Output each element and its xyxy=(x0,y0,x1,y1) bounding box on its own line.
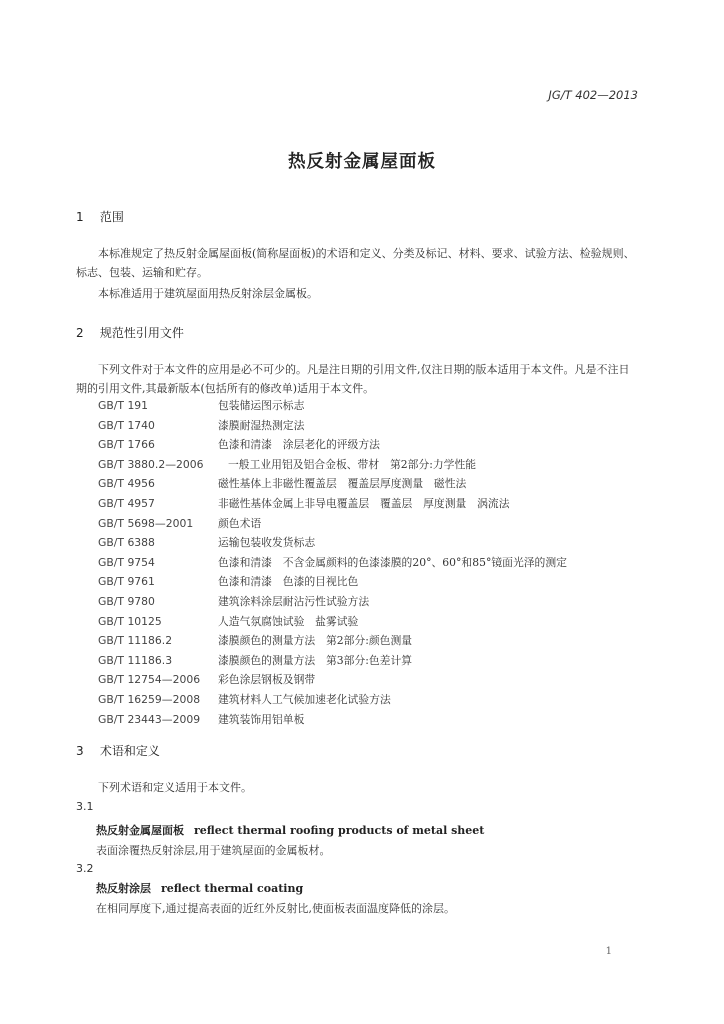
reference-title: 色漆和清漆 涂层老化的评级方法 xyxy=(218,438,380,452)
reference-code: GB/T 1766 xyxy=(98,438,155,452)
term-heading xyxy=(96,880,303,896)
section-title: 范围 xyxy=(99,210,124,224)
section-heading-normative xyxy=(76,324,184,341)
reference-code: GB/T 6388 xyxy=(98,536,155,550)
term-definition: 在相同厚度下,通过提高表面的近红外反射比,使面板表面温度降低的涂层。 xyxy=(96,902,455,915)
section-number: 3 xyxy=(76,744,84,758)
reference-code: GB/T 3880.2—2006 xyxy=(98,457,204,471)
document-title: 热反射金属屋面板 xyxy=(288,152,436,172)
reference-item xyxy=(98,535,567,555)
reference-code: GB/T 11186.2 xyxy=(98,634,173,648)
term-definition: 表面涂覆热反射涂层,用于建筑屋面的金属板材。 xyxy=(96,844,331,857)
reference-item xyxy=(98,476,567,496)
reference-title: 一般工业用铝及铝合金板、带材 第2部分:力学性能 xyxy=(228,457,477,471)
section-title: 术语和定义 xyxy=(99,744,160,758)
reference-code: GB/T 9754 xyxy=(98,555,155,569)
reference-code: GB/T 5698—2001 xyxy=(98,516,194,530)
reference-item xyxy=(98,437,567,457)
section-heading-scope xyxy=(76,208,124,225)
page-number: 1 xyxy=(605,946,612,957)
reference-title: 建筑装饰用铝单板 xyxy=(218,712,305,726)
reference-code: GB/T 11186.3 xyxy=(98,653,173,667)
reference-item xyxy=(98,614,567,634)
reference-item xyxy=(98,672,567,692)
reference-item xyxy=(98,555,567,575)
reference-item xyxy=(98,398,567,418)
reference-title: 漆膜耐湿热测定法 xyxy=(218,418,305,432)
reference-code: GB/T 9780 xyxy=(98,594,155,608)
reference-title: 漆膜颜色的测量方法 第2部分:颜色测量 xyxy=(218,634,413,648)
reference-title: 非磁性基体金属上非导电覆盖层 覆盖层 厚度测量 涡流法 xyxy=(218,496,510,510)
reference-code: GB/T 4956 xyxy=(98,477,155,491)
reference-item xyxy=(98,516,567,536)
reference-title: 建筑涂料涂层耐沾污性试验方法 xyxy=(218,594,370,608)
term-name-zh: 热反射金属屋面板 xyxy=(96,824,184,837)
reference-title: 颜色术语 xyxy=(218,516,262,530)
terms-intro: 下列术语和定义适用于本文件。 xyxy=(98,781,252,794)
reference-item xyxy=(98,692,567,712)
term-name-en: reflect thermal roofing products of metal sheet xyxy=(194,824,485,837)
normative-intro: 下列文件对于本文件的应用是必不可少的。凡是注日期的引用文件,仅注日期的版本适用于本文件。凡是不注日期的引用文件,其最新版本(包括所有的修改单)适用于本文件。 xyxy=(76,363,630,395)
reference-item xyxy=(98,712,567,732)
reference-item xyxy=(98,633,567,653)
reference-title: 彩色涂层钢板及钢带 xyxy=(218,673,316,687)
reference-code: GB/T 23443—2009 xyxy=(98,712,201,726)
scope-paragraph-2: 本标准适用于建筑屋面用热反射涂层金属板。 xyxy=(98,287,318,300)
reference-title: 色漆和清漆 色漆的目视比色 xyxy=(218,575,359,589)
reference-code: GB/T 10125 xyxy=(98,614,162,628)
reference-code: GB/T 1740 xyxy=(98,418,155,432)
document-code: JG/T 402—2013 xyxy=(548,88,638,102)
section-heading-terms xyxy=(76,742,160,759)
term-number: 3.2 xyxy=(76,862,94,875)
term-number: 3.1 xyxy=(76,800,94,813)
reference-list xyxy=(98,398,567,731)
term-name-zh: 热反射涂层 xyxy=(96,882,151,895)
reference-code: GB/T 4957 xyxy=(98,496,155,510)
section-number: 2 xyxy=(76,326,84,340)
term-heading xyxy=(96,822,484,838)
reference-item xyxy=(98,594,567,614)
section-title: 规范性引用文件 xyxy=(99,326,184,340)
reference-item xyxy=(98,574,567,594)
reference-code: GB/T 16259—2008 xyxy=(98,692,201,706)
scope-paragraph-1: 本标准规定了热反射金属屋面板(简称屋面板)的术语和定义、分类及标记、材料、要求、试验方法、检验规则、标志、包装、运输和贮存。 xyxy=(76,247,635,279)
reference-title: 人造气氛腐蚀试验 盐雾试验 xyxy=(218,614,359,628)
reference-title: 色漆和清漆 不含金属颜料的色漆漆膜的20°、60°和85°镜面光泽的测定 xyxy=(218,555,567,569)
reference-code: GB/T 9761 xyxy=(98,575,155,589)
term-name-en: reflect thermal coating xyxy=(161,882,304,895)
reference-title: 建筑材料人工气候加速老化试验方法 xyxy=(218,692,391,706)
reference-title: 漆膜颜色的测量方法 第3部分:色差计算 xyxy=(218,653,413,667)
reference-code: GB/T 12754—2006 xyxy=(98,673,201,687)
reference-title: 包装储运图示标志 xyxy=(218,399,305,412)
reference-item xyxy=(98,457,567,477)
section-number: 1 xyxy=(76,210,84,224)
reference-title: 磁性基体上非磁性覆盖层 覆盖层厚度测量 磁性法 xyxy=(218,477,467,491)
reference-code: GB/T 191 xyxy=(98,399,149,412)
reference-item xyxy=(98,418,567,438)
reference-item xyxy=(98,496,567,516)
reference-item xyxy=(98,653,567,673)
reference-title: 运输包装收发货标志 xyxy=(218,536,316,550)
